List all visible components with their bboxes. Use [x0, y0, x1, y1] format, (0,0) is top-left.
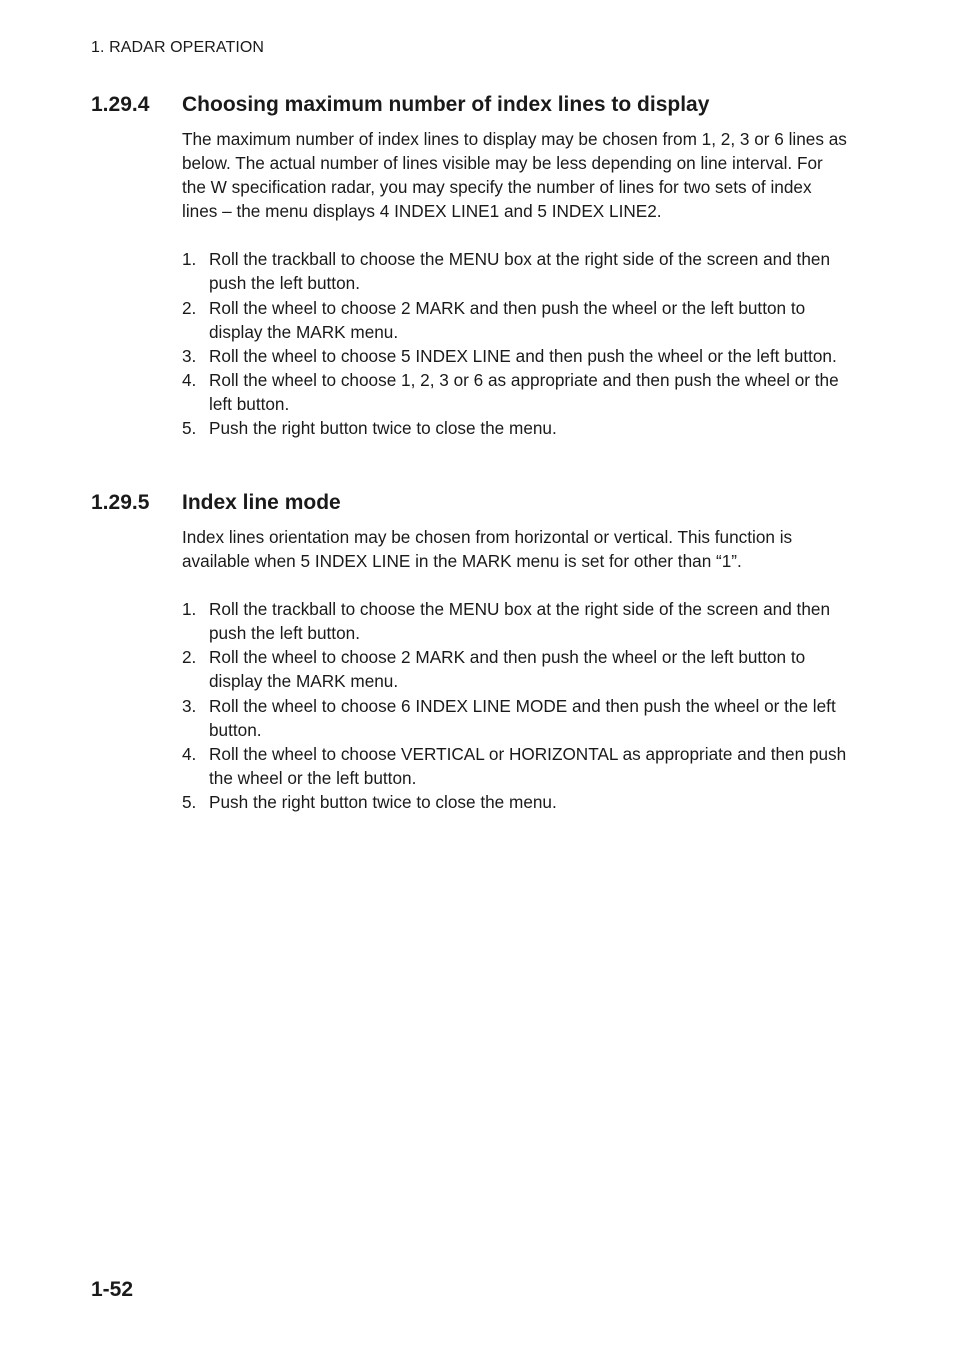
procedure-step [182, 645, 847, 693]
procedure-step [182, 416, 847, 440]
procedure-step [182, 247, 847, 295]
procedure-step [182, 368, 847, 416]
page-number: 1-52 [91, 1278, 134, 1301]
step-text: Roll the wheel to choose 1, 2, 3 or 6 as appropriate and then push the wheel or the left button. [209, 369, 839, 414]
section-index-line-mode [91, 490, 861, 814]
step-text: Roll the trackball to choose the MENU box at the right side of the screen and then push the left button. [209, 599, 831, 644]
step-number: 2. [182, 297, 197, 318]
step-text: Roll the wheel to choose 2 MARK and then push the wheel or the left button to display the MARK menu. [209, 297, 806, 342]
procedure-steps [182, 247, 847, 440]
running-header: 1. RADAR OPERATION [91, 39, 265, 56]
step-number: 1. [182, 599, 197, 620]
step-number: 3. [182, 345, 197, 366]
step-text: Push the right button twice to close the menu. [209, 791, 557, 812]
step-text: Roll the trackball to choose the MENU box at the right side of the screen and then push the left button. [209, 249, 831, 294]
section-title: Choosing maximum number of index lines to display [182, 93, 710, 116]
procedure-step [182, 694, 847, 742]
section-choosing-max-index-lines [91, 92, 861, 440]
section-body [182, 525, 847, 814]
procedure-step [182, 344, 847, 368]
section-heading [91, 490, 861, 516]
section-body [182, 127, 847, 440]
section-heading [91, 92, 861, 118]
step-text: Roll the wheel to choose 6 INDEX LINE MODE and then push the wheel or the left button. [209, 695, 836, 740]
section-number: 1.29.5 [91, 491, 150, 514]
intro-paragraph: Index lines orientation may be chosen from horizontal or vertical. This function is available when 5 INDEX LINE in the MARK menu is set for other than “1”. [182, 527, 793, 572]
step-number: 4. [182, 369, 197, 390]
section-number: 1.29.4 [91, 93, 150, 116]
step-text: Roll the wheel to choose 2 MARK and then push the wheel or the left button to display the MARK menu. [209, 647, 806, 692]
procedure-step [182, 296, 847, 344]
procedure-step [182, 742, 847, 790]
step-number: 5. [182, 418, 197, 439]
step-number: 3. [182, 695, 197, 716]
step-number: 5. [182, 791, 197, 812]
step-text: Roll the wheel to choose 5 INDEX LINE and then push the wheel or the left button. [209, 345, 837, 366]
step-text: Roll the wheel to choose VERTICAL or HORIZONTAL as appropriate and then push the wheel or the left button. [209, 743, 847, 788]
section-title: Index line mode [182, 491, 341, 514]
procedure-steps [182, 597, 847, 814]
procedure-step [182, 790, 847, 814]
step-number: 2. [182, 647, 197, 668]
intro-paragraph: The maximum number of index lines to display may be chosen from 1, 2, 3 or 6 lines as below. The actual number of lines visible may be less depending on line interval. For the W specification radar, you may specify the number of lines for two sets of index lines – the menu displays 4 INDEX LINE1 and 5 INDEX LINE2. [182, 129, 847, 222]
step-text: Push the right button twice to close the menu. [209, 418, 557, 439]
step-number: 4. [182, 743, 197, 764]
step-number: 1. [182, 249, 197, 270]
procedure-step [182, 597, 847, 645]
